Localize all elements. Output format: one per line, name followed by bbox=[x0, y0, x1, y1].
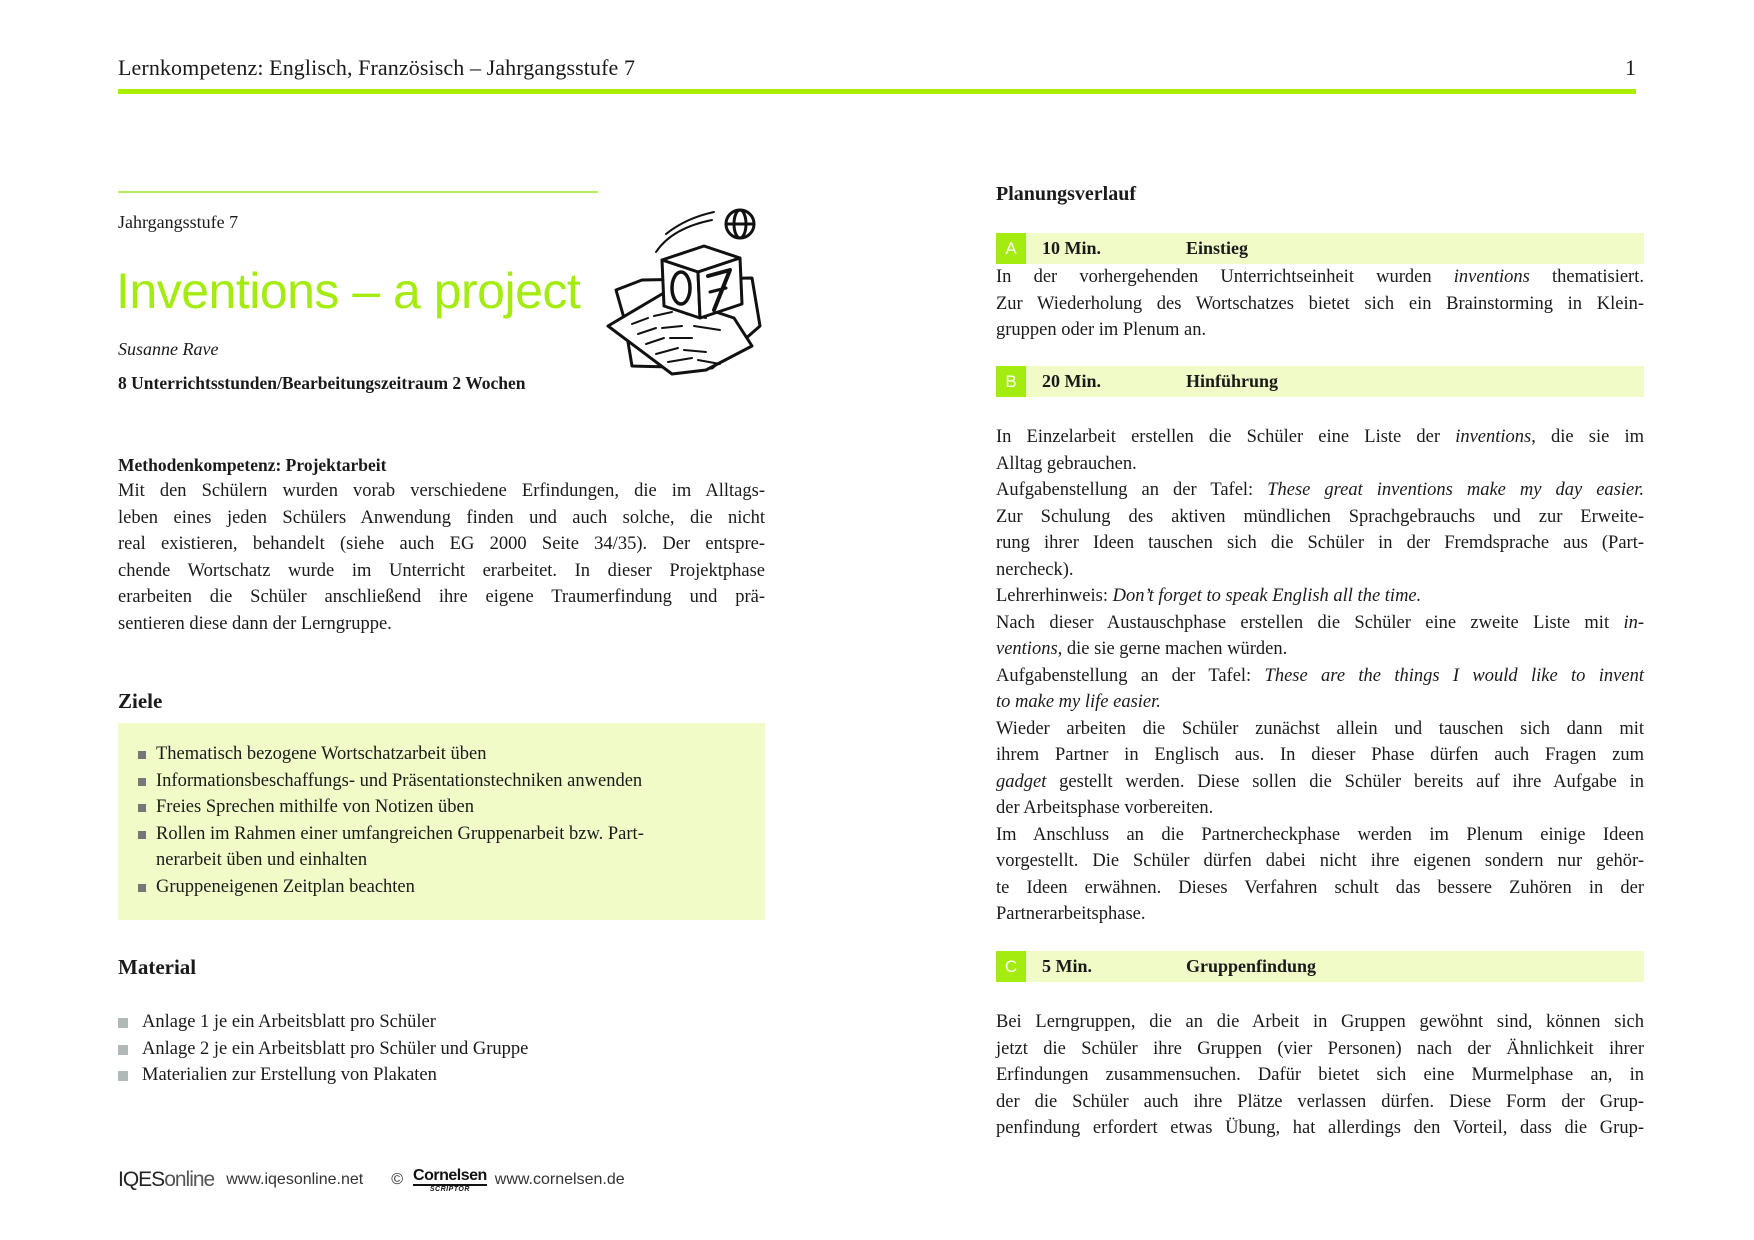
phase-bar-c bbox=[996, 951, 1644, 982]
title-rule bbox=[118, 191, 598, 193]
phase-name: Gruppenfindung bbox=[1186, 956, 1317, 976]
iqes-logo: IQESonline bbox=[118, 1168, 215, 1191]
text-line: rung ihrer Ideen tauschen sich die Schüler in der Fremdsprache aus (Part- bbox=[996, 533, 1644, 553]
phase-time: 20 Min. bbox=[1042, 371, 1102, 391]
square-bullet-icon bbox=[138, 804, 146, 812]
text-line: jetzt die Schüler ihre Gruppen (vier Personen) nach der Ähnlichkeit ihrer bbox=[996, 1038, 1644, 1059]
text-line: der die Schüler auch ihre Plätze verlassen dürfen. Diese Form der Grup- bbox=[996, 1091, 1644, 1112]
method-line: leben eines jeden Schülers Anwendung finden und auch solche, die nicht bbox=[118, 507, 765, 528]
method-section bbox=[118, 452, 765, 637]
phase-letter-badge: B bbox=[996, 366, 1026, 397]
goals-list bbox=[118, 723, 765, 900]
material-item: Anlage 1 je ein Arbeitsblatt pro Schüler bbox=[118, 1009, 765, 1036]
text-line: Aufgabenstellung an der Tafel: These great inventions make my day easier. bbox=[996, 480, 1644, 500]
text-line: gruppen oder im Plenum an. bbox=[996, 320, 1207, 340]
method-line: sentieren diese dann der Lerngruppe. bbox=[118, 613, 392, 634]
text-line: Lehrerhinweis: Don’t forget to speak English all the time. bbox=[996, 586, 1422, 606]
text-line: Nach dieser Austauschphase erstellen die Schüler eine zweite Liste mit in- bbox=[996, 612, 1644, 633]
phase-c-text bbox=[996, 1009, 1644, 1142]
square-bullet-icon bbox=[118, 1045, 128, 1055]
cornelsen-logo: Cornelsen SCRIPTOR bbox=[413, 1166, 487, 1193]
text-line: ihrem Partner in Englisch aus. In dieser Phase dürfen auch Fragen zum bbox=[996, 745, 1644, 765]
square-bullet-icon bbox=[118, 1071, 128, 1081]
text-line: Im Anschluss an die Partnercheckphase werden im Plenum einige Ideen bbox=[996, 824, 1644, 845]
square-bullet-icon bbox=[138, 884, 146, 892]
phase-time: 5 Min. bbox=[1042, 956, 1093, 976]
material-item: Anlage 2 je ein Arbeitsblatt pro Schüler und Gruppe bbox=[118, 1036, 765, 1063]
phase-bar-a bbox=[996, 233, 1644, 264]
phase-name: Einstieg bbox=[1186, 238, 1249, 258]
text-line: vorgestellt. Die Schüler dürfen dabei nicht ihre eigenen sondern nur gehör- bbox=[996, 851, 1644, 871]
material-item: Materialien zur Erstellung von Plakaten bbox=[118, 1062, 765, 1089]
square-bullet-icon bbox=[138, 831, 146, 839]
text-line: nercheck). bbox=[996, 559, 1074, 580]
running-title: Lernkompetenz: Englisch, Französisch – Jahrgangsstufe 7 bbox=[118, 55, 636, 80]
goals-heading: Ziele bbox=[118, 689, 163, 713]
page-title: Inventions – a project bbox=[116, 263, 581, 319]
method-line: real existieren, behandelt (siehe auch EG 2000 Seite 34/35). Der entspre- bbox=[118, 534, 765, 554]
material-section bbox=[118, 1009, 765, 1089]
text-line: In Einzelarbeit erstellen die Schüler eine Liste der inventions, die sie im bbox=[996, 427, 1644, 447]
header-rule bbox=[118, 89, 1636, 94]
author: Susanne Rave bbox=[118, 339, 219, 359]
text-line: In der vorhergehenden Unterrichtseinheit wurden inventions thematisiert. bbox=[996, 267, 1644, 287]
goal-item: Thematisch bezogene Wortschatzarbeit üben bbox=[138, 741, 765, 768]
page-number: 1 bbox=[1625, 55, 1636, 80]
goal-item: Freies Sprechen mithilfe von Notizen üben bbox=[138, 794, 765, 821]
iqes-url-link[interactable]: www.iqesonline.net bbox=[226, 1171, 364, 1188]
cornelsen-url-link[interactable]: www.cornelsen.de bbox=[494, 1171, 625, 1188]
grade-label: Jahrgangsstufe 7 bbox=[118, 212, 239, 232]
material-list bbox=[118, 1009, 765, 1089]
material-heading: Material bbox=[118, 955, 197, 979]
text-line: Alltag gebrauchen. bbox=[996, 453, 1137, 474]
text-line: te Ideen erwähnen. Dieses Verfahren schult das bessere Zuhören in der bbox=[996, 877, 1644, 898]
copyright-symbol: © bbox=[391, 1171, 404, 1188]
phase-letter-badge: C bbox=[996, 951, 1026, 982]
text-line: gadget gestellt werden. Diese sollen die Schüler bereits auf ihre Aufgabe in bbox=[996, 771, 1644, 792]
goal-item: Informationsbeschaffungs- und Präsentationstechniken anwenden bbox=[138, 768, 765, 795]
text-line: penfindung erfordert etwas Übung, hat allerdings den Vorteil, dass die Grup- bbox=[996, 1118, 1644, 1138]
text-line: Zur Schulung des aktiven mündlichen Sprachgebrauchs und zur Erweite- bbox=[996, 506, 1644, 527]
duration: 8 Unterrichtsstunden/Bearbeitungszeitraum 2 Wochen bbox=[118, 373, 526, 393]
text-line: to make my life easier. bbox=[996, 692, 1161, 712]
phase-b-text bbox=[996, 424, 1644, 928]
phase-a-text bbox=[996, 264, 1644, 344]
text-line: Aufgabenstellung an der Tafel: These are the things I would like to invent bbox=[996, 665, 1644, 686]
text-line: Erfindungen zusammensuchen. Dafür bietet sich eine Murmelphase an, in bbox=[996, 1065, 1644, 1085]
text-line: Bei Lerngruppen, die an die Arbeit in Gruppen gewöhnt sind, können sich bbox=[996, 1012, 1644, 1032]
goal-item: Rollen im Rahmen einer umfangreichen Gruppenarbeit bzw. Part- nerarbeit üben und einhalten bbox=[138, 821, 765, 874]
text-line: Zur Wiederholung des Wortschatzes bietet sich ein Brainstorming in Klein- bbox=[996, 293, 1644, 314]
square-bullet-icon bbox=[118, 1018, 128, 1028]
goal-item: Gruppeneigenen Zeitplan beachten bbox=[138, 874, 765, 901]
method-paragraph bbox=[118, 478, 765, 637]
square-bullet-icon bbox=[138, 751, 146, 759]
text-line: Wieder arbeiten die Schüler zunächst allein und tauschen sich dann mit bbox=[996, 718, 1644, 739]
phase-name: Hinführung bbox=[1186, 371, 1279, 391]
goals-box bbox=[118, 723, 765, 920]
method-line: Mit den Schülern wurden vorab verschiedene Erfindungen, die im Alltags- bbox=[118, 481, 765, 501]
phase-bar-b bbox=[996, 366, 1644, 397]
phase-letter-badge: A bbox=[996, 233, 1026, 264]
text-line: ventions, die sie gerne machen würden. bbox=[996, 639, 1288, 659]
method-line: chende Wortschatz wurde im Unterricht erarbeitet. In dieser Projektphase bbox=[118, 560, 765, 581]
phase-time: 10 Min. bbox=[1042, 238, 1102, 258]
footer bbox=[118, 1165, 625, 1195]
dice-illustration-icon bbox=[602, 198, 780, 376]
text-line: der Arbeitsphase vorbereiten. bbox=[996, 798, 1214, 818]
method-line: erarbeiten die Schüler anschließend ihre eigene Traumerfindung und prä- bbox=[118, 587, 765, 607]
square-bullet-icon bbox=[138, 778, 146, 786]
method-heading: Methodenkompetenz: Projektarbeit bbox=[118, 455, 387, 475]
planning-heading: Planungsverlauf bbox=[996, 183, 1137, 205]
text-line: Partnerarbeitsphase. bbox=[996, 904, 1146, 924]
